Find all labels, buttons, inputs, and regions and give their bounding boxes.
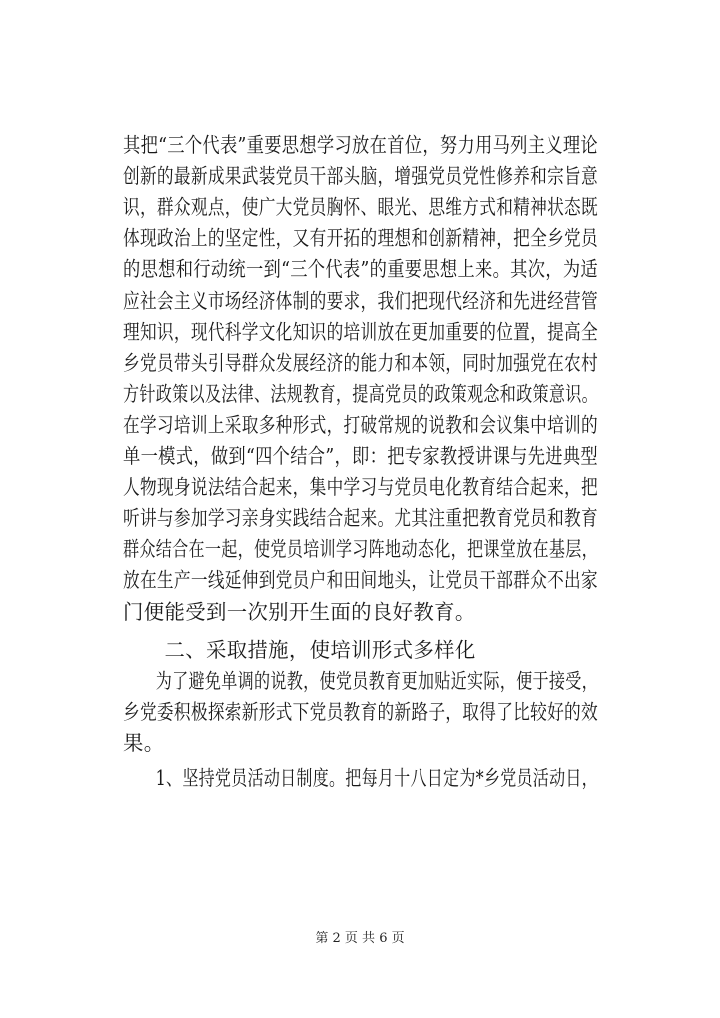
- text-line: 理知识，现代科学文化知识的培训放在更加重要的位置，提高全: [123, 319, 598, 344]
- text-line: 识，群众观点，使广大党员胸怀、眼光、思维方式和精神状态既: [123, 195, 598, 220]
- text-line: 放在生产一线延伸到党员户和田间地头，让党员干部群众不出家: [123, 568, 598, 593]
- text-line: 为了避免单调的说教，使党员教育更加贴近实际，便于接受，: [123, 668, 598, 693]
- text-line: 二、采取措施，使培训形式多样化: [123, 637, 476, 662]
- text-line: 乡党员带头引导群众发展经济的能力和本领，同时加强党在农村: [123, 350, 598, 375]
- text-line: 听讲与参加学习亲身实践结合起来。尤其注重把教育党员和教育: [123, 506, 598, 531]
- text-line: 创新的最新成果武装党员干部头脑，增强党员党性修养和宗旨意: [123, 164, 598, 189]
- text-line: 门便能受到一次别开生面的良好教育。: [123, 599, 476, 624]
- text-line: 其把“三个代表”重要思想学习放在首位，努力用马列主义理论: [123, 133, 599, 157]
- page-footer: 第 2 页 共 6 页: [315, 931, 405, 946]
- text-line: 方针政策以及法律、法规教育，提高党员的政策观念和政策意识。: [123, 381, 598, 406]
- text-line: 单一模式，做到“四个结合”，即：把专家教授讲课与先进典型: [123, 444, 599, 468]
- text-line: 的思想和行动统一到“三个代表”的重要思想上来。其次，为适: [123, 257, 599, 282]
- text-line: 乡党委积极探索新形式下党员教育的新路子，取得了比较好的效: [123, 699, 598, 724]
- text-line: 人物现身说法结合起来，集中学习与党员电化教育结合起来，把: [123, 475, 598, 500]
- text-line: 1、坚持党员活动日制度。把每月十八日定为*乡党员活动日，: [123, 766, 598, 790]
- text-line: 体现政治上的坚定性，又有开拓的理想和创新精神，把全乡党员: [123, 226, 598, 251]
- text-line: 群众结合在一起，使党员培训学习阵地动态化，把课堂放在基层，: [123, 537, 598, 562]
- text-line: 在学习培训上采取多种形式，打破常规的说教和会议集中培训的: [123, 412, 598, 437]
- text-line: 应社会主义市场经济体制的要求，我们把现代经济和先进经营管: [123, 288, 598, 313]
- text-line: 果。: [123, 730, 165, 755]
